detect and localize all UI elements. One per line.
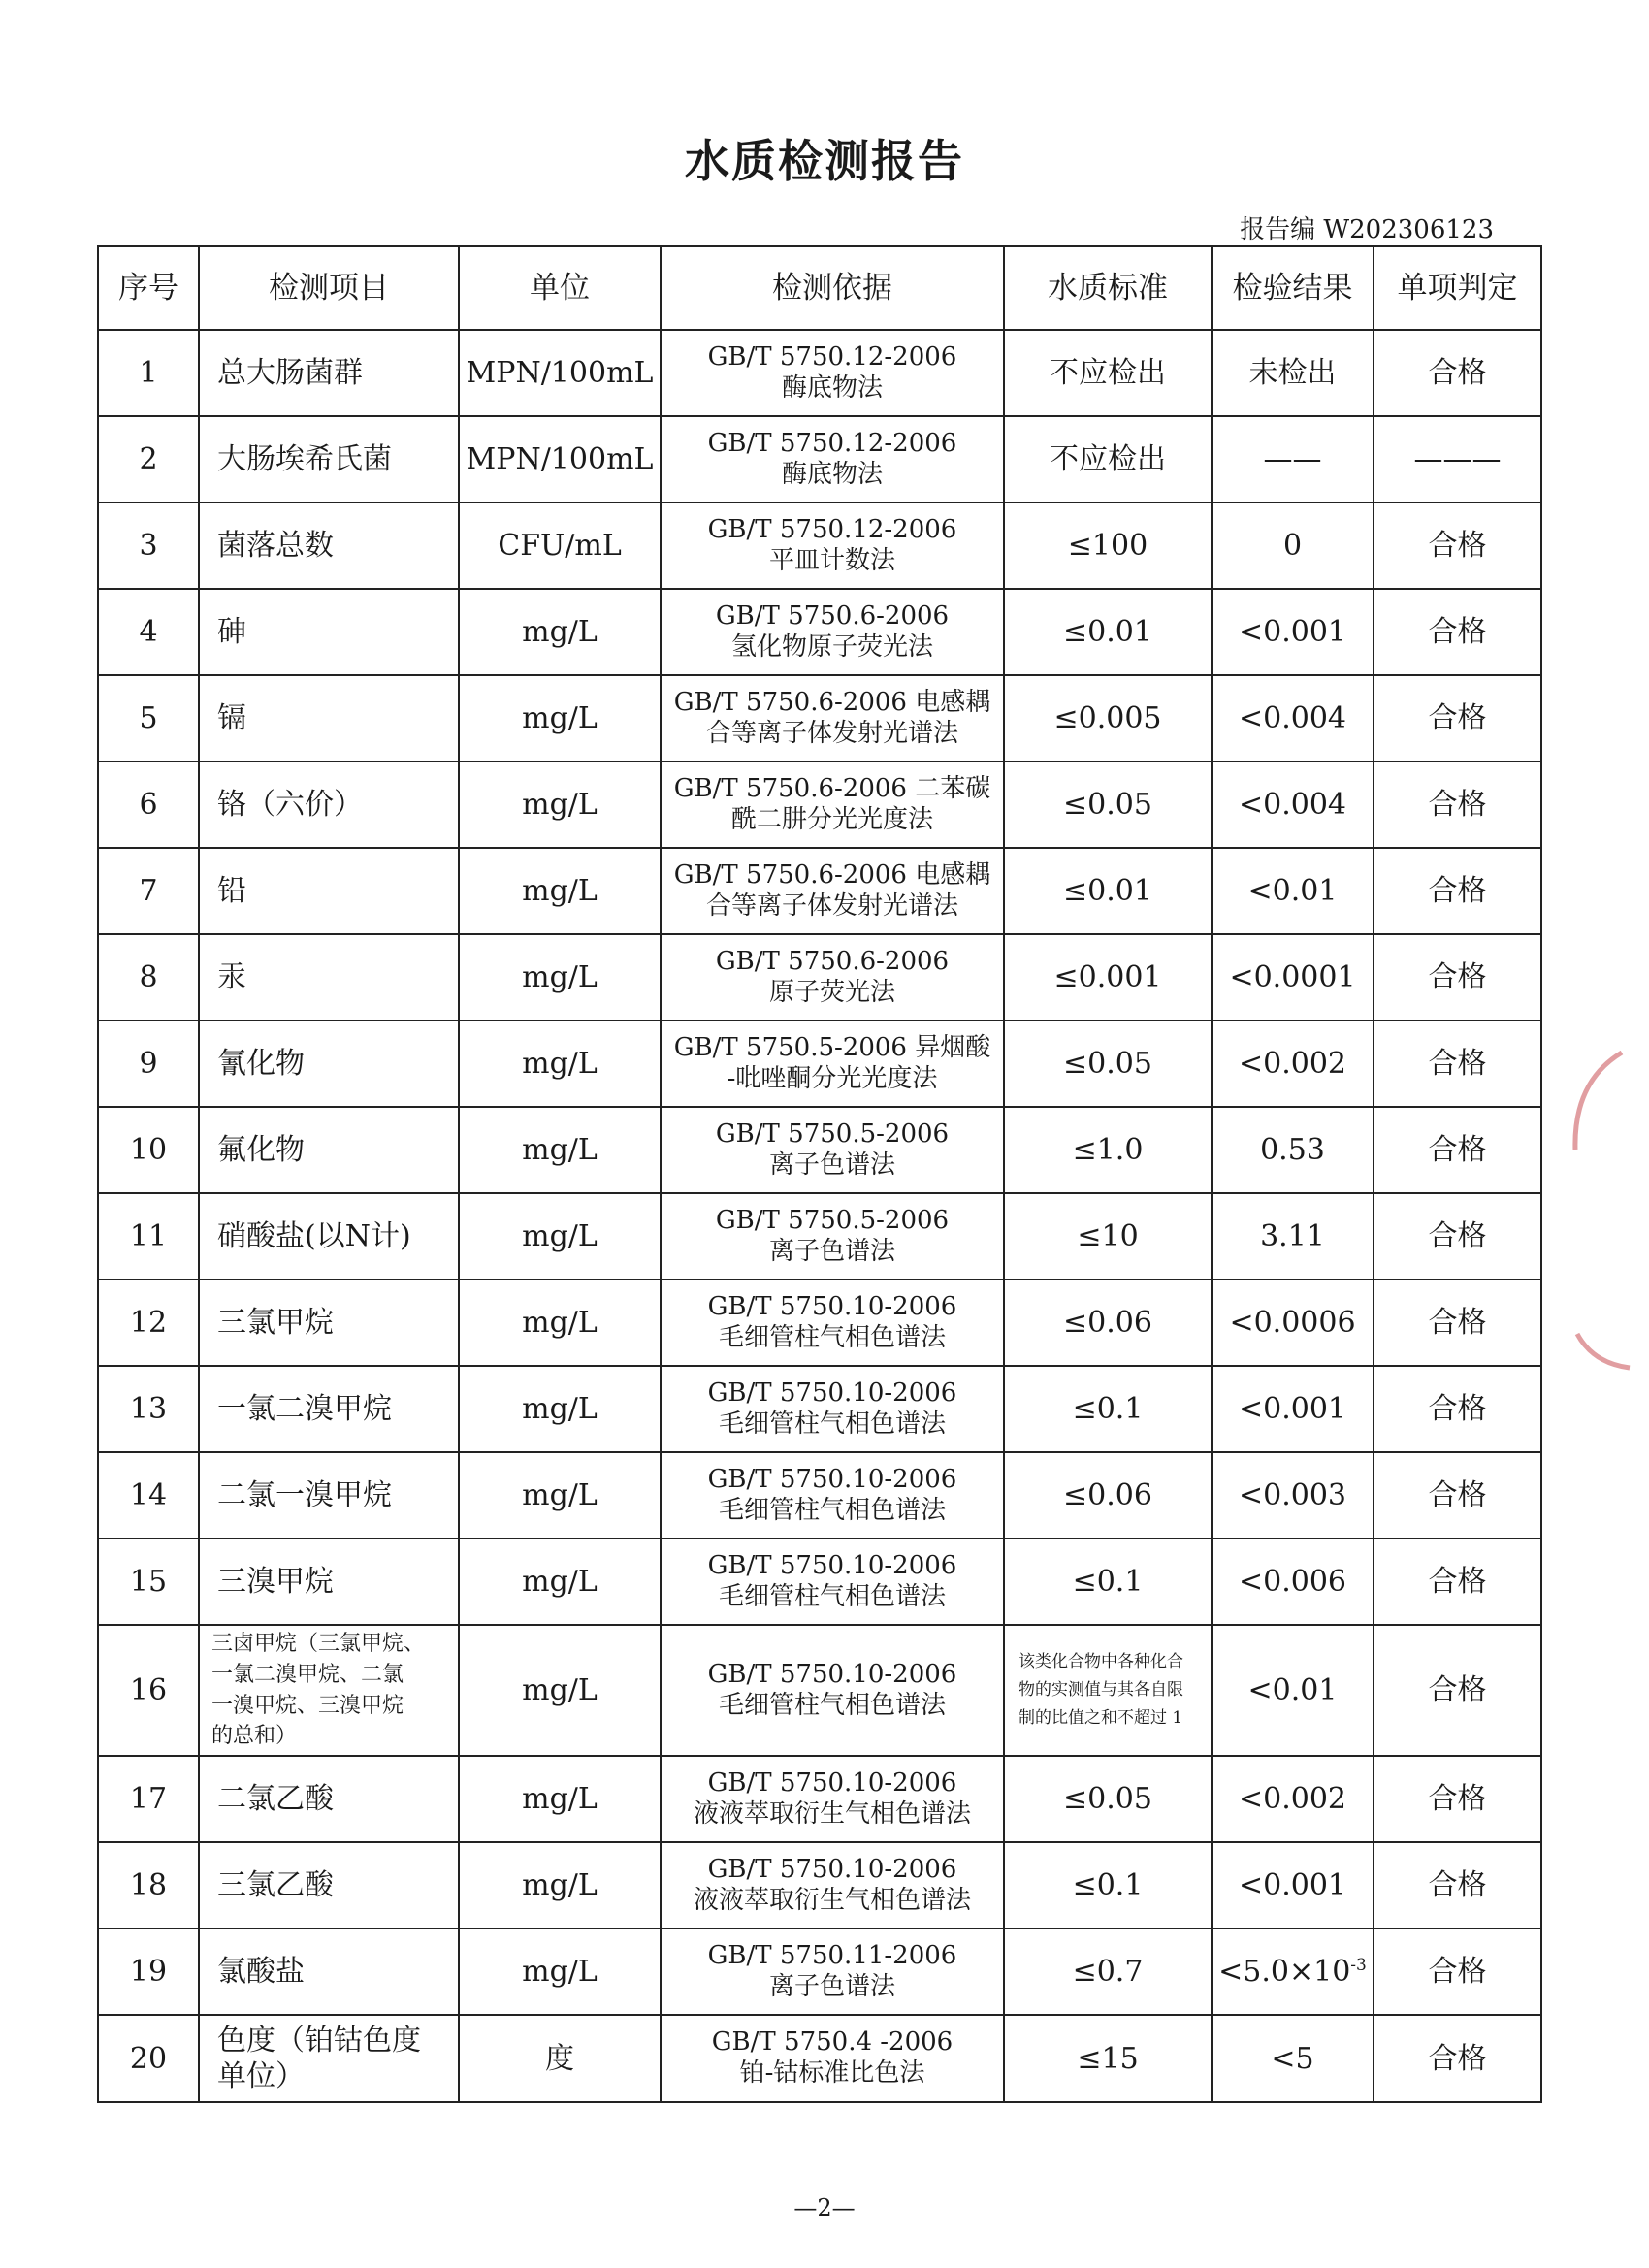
cell-item: 氯酸盐 bbox=[199, 1928, 459, 2015]
item-line: 的总和） bbox=[211, 1724, 298, 1749]
cell-result: <0.001 bbox=[1212, 1842, 1374, 1928]
cell-basis bbox=[661, 1021, 1004, 1107]
basis-line-2: 酶底物法 bbox=[781, 459, 883, 489]
table-row bbox=[98, 761, 1541, 848]
cell-judgement: 合格 bbox=[1374, 1539, 1541, 1625]
table-row bbox=[98, 502, 1541, 589]
cell-item: 一氯二溴甲烷 bbox=[199, 1366, 459, 1452]
cell-item: 镉 bbox=[199, 675, 459, 761]
basis-line-2: 液液萃取衍生气相色谱法 bbox=[693, 1798, 971, 1829]
basis-line-1: GB/T 5750.10-2006 bbox=[707, 1767, 957, 1798]
basis-line-1: GB/T 5750.6-2006 二苯碳 bbox=[673, 773, 991, 803]
basis-line-1: GB/T 5750.10-2006 bbox=[707, 1377, 957, 1408]
basis-line-1: GB/T 5750.6-2006 bbox=[715, 946, 950, 976]
cell-item: 硝酸盐(以N计) bbox=[199, 1193, 459, 1280]
cell-judgement: 合格 bbox=[1374, 1021, 1541, 1107]
cell-judgement: 合格 bbox=[1374, 1107, 1541, 1193]
cell-no: 16 bbox=[98, 1625, 199, 1756]
basis-line-1: GB/T 5750.6-2006 电感耦 bbox=[673, 687, 991, 717]
cell-result: 未检出 bbox=[1212, 330, 1374, 416]
basis-line-2: 毛细管柱气相色谱法 bbox=[718, 1409, 946, 1439]
cell-item: 总大肠菌群 bbox=[199, 330, 459, 416]
cell-unit: mg/L bbox=[459, 761, 661, 848]
cell-unit: mg/L bbox=[459, 1756, 661, 1842]
cell-no: 14 bbox=[98, 1452, 199, 1539]
cell-no: 8 bbox=[98, 934, 199, 1021]
cell-standard: ≤0.1 bbox=[1004, 1539, 1212, 1625]
cell-unit: mg/L bbox=[459, 1928, 661, 2015]
cell-unit: mg/L bbox=[459, 934, 661, 1021]
basis-line-2: 合等离子体发射光谱法 bbox=[705, 891, 958, 921]
basis-line-1: GB/T 5750.10-2006 bbox=[707, 1550, 957, 1580]
basis-line-2: 毛细管柱气相色谱法 bbox=[718, 1690, 946, 1720]
cell-no: 5 bbox=[98, 675, 199, 761]
cell-standard: ≤0.05 bbox=[1004, 1021, 1212, 1107]
standard-line: 制的比值之和不超过 1 bbox=[1018, 1707, 1183, 1728]
basis-line-1: GB/T 5750.10-2006 bbox=[707, 1291, 957, 1321]
cell-basis bbox=[661, 761, 1004, 848]
cell-judgement: 合格 bbox=[1374, 2015, 1541, 2102]
basis-line-2: 合等离子体发射光谱法 bbox=[705, 718, 958, 748]
cell-judgement: 合格 bbox=[1374, 589, 1541, 675]
cell-result: <0.001 bbox=[1212, 1366, 1374, 1452]
basis-line-1: GB/T 5750.6-2006 电感耦 bbox=[673, 859, 991, 890]
basis-line-2: 铂-钴标准比色法 bbox=[739, 2058, 925, 2088]
item-line: 单位） bbox=[217, 2059, 305, 2093]
header-standard: 水质标准 bbox=[1004, 246, 1212, 330]
cell-judgement: 合格 bbox=[1374, 1193, 1541, 1280]
cell-result: <0.001 bbox=[1212, 589, 1374, 675]
result-exponent: -3 bbox=[1350, 1956, 1367, 1975]
cell-item: 铬（六价） bbox=[199, 761, 459, 848]
cell-standard: ≤0.001 bbox=[1004, 934, 1212, 1021]
cell-no: 3 bbox=[98, 502, 199, 589]
cell-unit: mg/L bbox=[459, 1452, 661, 1539]
cell-result: <0.0001 bbox=[1212, 934, 1374, 1021]
cell-judgement: 合格 bbox=[1374, 934, 1541, 1021]
cell-basis bbox=[661, 1756, 1004, 1842]
cell-result: 3.11 bbox=[1212, 1193, 1374, 1280]
cell-no: 11 bbox=[98, 1193, 199, 1280]
table-row bbox=[98, 675, 1541, 761]
basis-line-2: 平皿计数法 bbox=[768, 545, 895, 575]
cell-basis bbox=[661, 1452, 1004, 1539]
basis-line-2: 离子色谱法 bbox=[768, 1150, 895, 1180]
cell-unit: mg/L bbox=[459, 848, 661, 934]
cell-standard: 不应检出 bbox=[1004, 416, 1212, 502]
basis-line-2: 毛细管柱气相色谱法 bbox=[718, 1495, 946, 1525]
cell-unit: mg/L bbox=[459, 1021, 661, 1107]
cell-result: <0.004 bbox=[1212, 675, 1374, 761]
cell-standard: ≤0.05 bbox=[1004, 761, 1212, 848]
cell-item: 汞 bbox=[199, 934, 459, 1021]
cell-judgement: 合格 bbox=[1374, 1756, 1541, 1842]
header-item: 检测项目 bbox=[199, 246, 459, 330]
cell-item: 二氯乙酸 bbox=[199, 1756, 459, 1842]
cell-unit: mg/L bbox=[459, 589, 661, 675]
table-row bbox=[98, 1366, 1541, 1452]
cell-standard: ≤0.01 bbox=[1004, 848, 1212, 934]
table-row bbox=[98, 848, 1541, 934]
cell-unit: MPN/100mL bbox=[459, 416, 661, 502]
cell-no: 10 bbox=[98, 1107, 199, 1193]
table-row bbox=[98, 416, 1541, 502]
cell-result bbox=[1212, 1928, 1374, 2015]
cell-no: 7 bbox=[98, 848, 199, 934]
cell-judgement: 合格 bbox=[1374, 848, 1541, 934]
table-row bbox=[98, 1107, 1541, 1193]
cell-item: 三氯乙酸 bbox=[199, 1842, 459, 1928]
cell-result: <0.003 bbox=[1212, 1452, 1374, 1539]
item-line: 三卤甲烷（三氯甲烷、 bbox=[211, 1631, 426, 1656]
cell-judgement: 合格 bbox=[1374, 761, 1541, 848]
cell-no: 12 bbox=[98, 1280, 199, 1366]
header-no: 序号 bbox=[98, 246, 199, 330]
cell-unit: mg/L bbox=[459, 1280, 661, 1366]
header-basis: 检测依据 bbox=[661, 246, 1004, 330]
cell-unit: CFU/mL bbox=[459, 502, 661, 589]
basis-line-1: GB/T 5750.6-2006 bbox=[715, 600, 950, 631]
cell-item bbox=[199, 1625, 459, 1756]
cell-result: <0.006 bbox=[1212, 1539, 1374, 1625]
cell-standard: ≤0.1 bbox=[1004, 1842, 1212, 1928]
cell-item bbox=[199, 2015, 459, 2102]
cell-no: 17 bbox=[98, 1756, 199, 1842]
table-row bbox=[98, 1280, 1541, 1366]
cell-result: <0.0006 bbox=[1212, 1280, 1374, 1366]
header-judgement: 单项判定 bbox=[1374, 246, 1541, 330]
cell-no: 6 bbox=[98, 761, 199, 848]
cell-unit: 度 bbox=[459, 2015, 661, 2102]
cell-basis bbox=[661, 1366, 1004, 1452]
cell-item: 铅 bbox=[199, 848, 459, 934]
cell-item: 二氯一溴甲烷 bbox=[199, 1452, 459, 1539]
table-row bbox=[98, 589, 1541, 675]
cell-basis bbox=[661, 502, 1004, 589]
cell-basis bbox=[661, 1280, 1004, 1366]
report-title: 水质检测报告 bbox=[685, 135, 964, 187]
basis-line-2: 液液萃取衍生气相色谱法 bbox=[693, 1885, 971, 1915]
cell-unit: mg/L bbox=[459, 1842, 661, 1928]
item-line: 色度（铂钴色度 bbox=[217, 2023, 421, 2057]
cell-judgement: 合格 bbox=[1374, 1280, 1541, 1366]
cell-basis bbox=[661, 416, 1004, 502]
cell-no: 4 bbox=[98, 589, 199, 675]
item-line: 一氯二溴甲烷、二氯 bbox=[211, 1662, 404, 1687]
basis-line-1: GB/T 5750.12-2006 bbox=[707, 514, 957, 544]
cell-standard: ≤10 bbox=[1004, 1193, 1212, 1280]
cell-no: 1 bbox=[98, 330, 199, 416]
basis-line-2: 酰二肼分光光度法 bbox=[730, 804, 933, 834]
cell-standard: ≤15 bbox=[1004, 2015, 1212, 2102]
basis-line-1: GB/T 5750.4 -2006 bbox=[711, 2027, 954, 2057]
basis-line-2: 酶底物法 bbox=[781, 373, 883, 403]
cell-basis bbox=[661, 934, 1004, 1021]
cell-result: 0.53 bbox=[1212, 1107, 1374, 1193]
cell-result: <0.002 bbox=[1212, 1021, 1374, 1107]
cell-no: 15 bbox=[98, 1539, 199, 1625]
cell-no: 13 bbox=[98, 1366, 199, 1452]
cell-judgement: 合格 bbox=[1374, 1842, 1541, 1928]
cell-standard: 不应检出 bbox=[1004, 330, 1212, 416]
cell-standard: ≤0.01 bbox=[1004, 589, 1212, 675]
cell-no: 2 bbox=[98, 416, 199, 502]
cell-judgement: 合格 bbox=[1374, 330, 1541, 416]
cell-judgement: 合格 bbox=[1374, 1625, 1541, 1756]
header-result: 检验结果 bbox=[1212, 246, 1374, 330]
cell-no: 18 bbox=[98, 1842, 199, 1928]
table-header-row bbox=[98, 246, 1541, 330]
cell-basis bbox=[661, 1625, 1004, 1756]
cell-judgement: 合格 bbox=[1374, 1366, 1541, 1452]
cell-result: <0.004 bbox=[1212, 761, 1374, 848]
cell-standard: ≤100 bbox=[1004, 502, 1212, 589]
cell-basis bbox=[661, 2015, 1004, 2102]
table-row bbox=[98, 1928, 1541, 2015]
basis-line-2: 离子色谱法 bbox=[768, 1236, 895, 1266]
basis-line-1: GB/T 5750.10-2006 bbox=[707, 1854, 957, 1884]
basis-line-2: -吡唑酮分光光度法 bbox=[727, 1063, 938, 1093]
basis-line-1: GB/T 5750.5-2006 bbox=[715, 1205, 950, 1235]
cell-item: 菌落总数 bbox=[199, 502, 459, 589]
cell-basis bbox=[661, 675, 1004, 761]
cell-unit: MPN/100mL bbox=[459, 330, 661, 416]
table-row bbox=[98, 2015, 1541, 2102]
table-row bbox=[98, 934, 1541, 1021]
basis-line-2: 离子色谱法 bbox=[768, 1971, 895, 2001]
cell-basis bbox=[661, 1928, 1004, 2015]
cell-item: 氰化物 bbox=[199, 1021, 459, 1107]
basis-line-2: 氢化物原子荧光法 bbox=[730, 632, 933, 662]
table-row bbox=[98, 1756, 1541, 1842]
standard-line: 物的实测值与其各自限 bbox=[1018, 1680, 1183, 1701]
cell-judgement: 合格 bbox=[1374, 1452, 1541, 1539]
cell-unit: mg/L bbox=[459, 1366, 661, 1452]
cell-item: 三溴甲烷 bbox=[199, 1539, 459, 1625]
cell-unit: mg/L bbox=[459, 1107, 661, 1193]
cell-basis bbox=[661, 848, 1004, 934]
cell-standard: ≤1.0 bbox=[1004, 1107, 1212, 1193]
table-row bbox=[98, 1625, 1541, 1756]
cell-judgement: 合格 bbox=[1374, 1928, 1541, 2015]
cell-item: 氟化物 bbox=[199, 1107, 459, 1193]
cell-result: <0.002 bbox=[1212, 1756, 1374, 1842]
basis-line-2: 毛细管柱气相色谱法 bbox=[718, 1581, 946, 1611]
standard-line: 该类化合物中各种化合 bbox=[1018, 1652, 1183, 1672]
cell-result: <0.01 bbox=[1212, 848, 1374, 934]
result-base: <5.0×10 bbox=[1218, 1955, 1351, 1989]
cell-judgement: 合格 bbox=[1374, 502, 1541, 589]
cell-basis bbox=[661, 589, 1004, 675]
cell-standard: ≤0.7 bbox=[1004, 1928, 1212, 2015]
cell-result: <5 bbox=[1212, 2015, 1374, 2102]
cell-basis bbox=[661, 1842, 1004, 1928]
cell-judgement: 合格 bbox=[1374, 675, 1541, 761]
table-row bbox=[98, 1193, 1541, 1280]
cell-unit: mg/L bbox=[459, 1625, 661, 1756]
cell-result: <0.01 bbox=[1212, 1625, 1374, 1756]
basis-line-1: GB/T 5750.5-2006 bbox=[715, 1118, 950, 1149]
basis-line-1: GB/T 5750.12-2006 bbox=[707, 428, 957, 458]
cell-unit: mg/L bbox=[459, 675, 661, 761]
cell-standard: ≤0.1 bbox=[1004, 1366, 1212, 1452]
basis-line-1: GB/T 5750.11-2006 bbox=[707, 1940, 957, 1970]
basis-line-1: GB/T 5750.5-2006 异烟酸 bbox=[673, 1032, 991, 1062]
cell-item: 大肠埃希氏菌 bbox=[199, 416, 459, 502]
basis-line-1: GB/T 5750.10-2006 bbox=[707, 1659, 957, 1689]
table-row bbox=[98, 1452, 1541, 1539]
cell-standard: ≤0.06 bbox=[1004, 1280, 1212, 1366]
table-row bbox=[98, 1021, 1541, 1107]
cell-standard: ≤0.005 bbox=[1004, 675, 1212, 761]
cell-standard: ≤0.06 bbox=[1004, 1452, 1212, 1539]
red-seal-stamp bbox=[1564, 1043, 1632, 1373]
basis-line-1: GB/T 5750.12-2006 bbox=[707, 341, 957, 372]
page-number: —2— bbox=[793, 2194, 856, 2221]
basis-line-2: 原子荧光法 bbox=[768, 977, 895, 1007]
item-line: 一溴甲烷、三溴甲烷 bbox=[211, 1693, 404, 1718]
cell-standard: ≤0.05 bbox=[1004, 1756, 1212, 1842]
cell-unit: mg/L bbox=[459, 1539, 661, 1625]
cell-unit: mg/L bbox=[459, 1193, 661, 1280]
basis-line-1: GB/T 5750.10-2006 bbox=[707, 1464, 957, 1494]
cell-standard bbox=[1004, 1625, 1212, 1756]
header-unit: 单位 bbox=[459, 246, 661, 330]
cell-basis bbox=[661, 1539, 1004, 1625]
cell-item: 三氯甲烷 bbox=[199, 1280, 459, 1366]
cell-result: 0 bbox=[1212, 502, 1374, 589]
table-row bbox=[98, 1539, 1541, 1625]
cell-basis bbox=[661, 1107, 1004, 1193]
report-number: 报告编 W202306123 bbox=[1240, 215, 1494, 244]
cell-item: 砷 bbox=[199, 589, 459, 675]
basis-line-2: 毛细管柱气相色谱法 bbox=[718, 1322, 946, 1352]
cell-no: 9 bbox=[98, 1021, 199, 1107]
cell-basis bbox=[661, 330, 1004, 416]
cell-no: 20 bbox=[98, 2015, 199, 2102]
cell-basis bbox=[661, 1193, 1004, 1280]
cell-judgement: ——— bbox=[1374, 416, 1541, 502]
cell-no: 19 bbox=[98, 1928, 199, 2015]
test-results-table bbox=[97, 245, 1542, 2103]
cell-result: —— bbox=[1212, 416, 1374, 502]
table-row bbox=[98, 330, 1541, 416]
table-row bbox=[98, 1842, 1541, 1928]
